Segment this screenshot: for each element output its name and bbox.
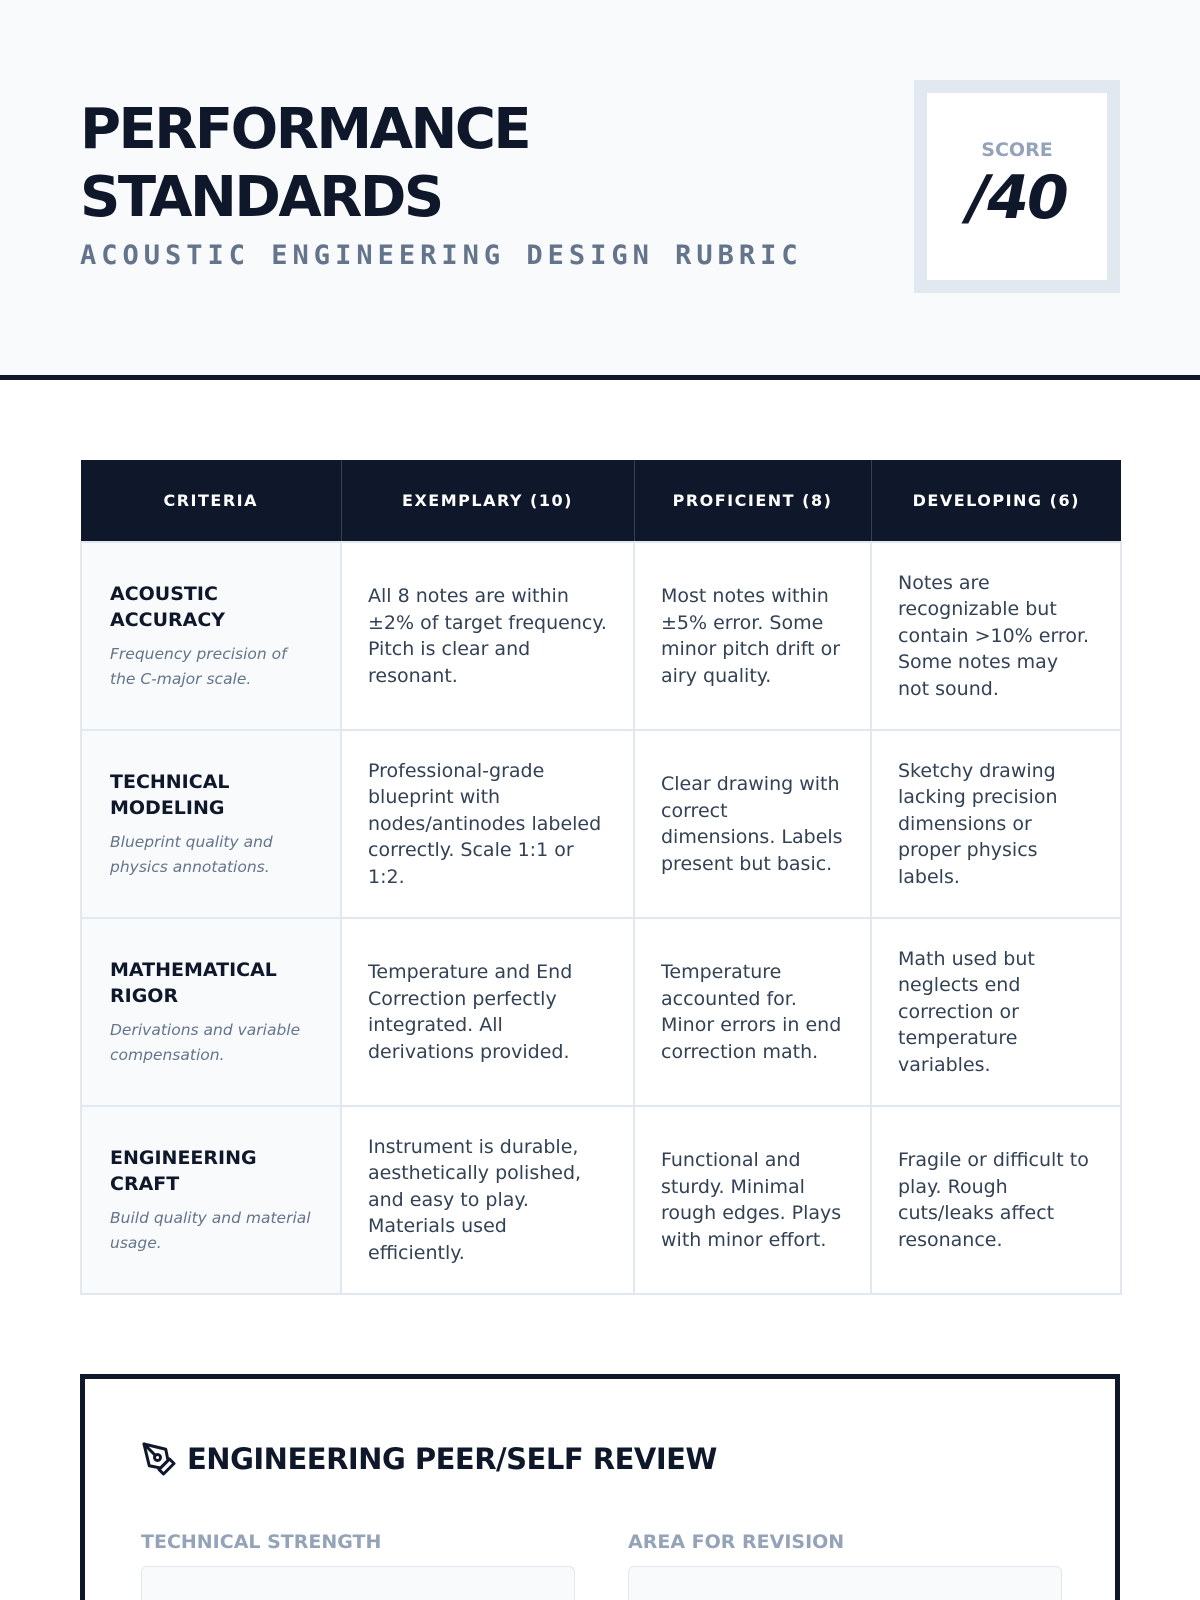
review-panel: [80, 1374, 1120, 1600]
criteria-description: Blueprint quality and physics annotations.: [110, 832, 273, 876]
developing-cell: Fragile or difficult to play. Rough cuts/leaks affect resonance.: [871, 1106, 1121, 1294]
review-title: ENGINEERING PEER/SELF REVIEW: [187, 1442, 717, 1476]
developing-cell: Sketchy drawing lacking precision dimensions or proper physics labels.: [871, 730, 1121, 918]
criteria-name: MATHEMATICAL RIGOR: [110, 958, 277, 1007]
rubric-table: [80, 460, 1122, 1295]
column-header-proficient: PROFICIENT (8): [634, 460, 871, 542]
page-subtitle: ACOUSTIC ENGINEERING DESIGN RUBRIC: [80, 240, 803, 271]
criteria-description: Build quality and material usage.: [110, 1208, 311, 1252]
column-header-exemplary: EXEMPLARY (10): [341, 460, 634, 542]
criteria-name: ACOUSTIC ACCURACY: [110, 582, 226, 631]
table-row: [81, 918, 1121, 1106]
criteria-cell: [81, 1106, 341, 1294]
score-box: [914, 80, 1120, 293]
table-row: [81, 542, 1121, 730]
technical-strength-input[interactable]: [141, 1566, 575, 1600]
pen-nib-icon: [141, 1441, 177, 1477]
page-header: [0, 0, 1200, 380]
criteria-description: Derivations and variable compensation.: [110, 1020, 301, 1064]
developing-cell: Notes are recognizable but contain >10% error. Some notes may not sound.: [871, 542, 1121, 730]
criteria-cell: [81, 918, 341, 1106]
rubric-header-row: [81, 460, 1121, 542]
review-heading: [141, 1441, 717, 1477]
exemplary-cell: Professional-grade blueprint with nodes/antinodes labeled correctly. Scale 1:1 or 1:2.: [341, 730, 634, 918]
page-title: [80, 96, 840, 232]
proficient-cell: Functional and sturdy. Minimal rough edges. Plays with minor effort.: [634, 1106, 871, 1294]
exemplary-cell: Temperature and End Correction perfectly integrated. All derivations provided.: [341, 918, 634, 1106]
title-line-2: STANDARDS: [80, 165, 442, 230]
area-for-revision-label: AREA FOR REVISION: [628, 1531, 845, 1553]
table-row: [81, 1106, 1121, 1294]
criteria-cell: [81, 542, 341, 730]
criteria-description: Frequency precision of the C-major scale.: [110, 644, 287, 688]
score-label: SCORE: [981, 139, 1053, 161]
technical-strength-label: TECHNICAL STRENGTH: [141, 1531, 382, 1553]
criteria-cell: [81, 730, 341, 918]
score-value: /40: [967, 163, 1067, 233]
column-header-developing: DEVELOPING (6): [871, 460, 1121, 542]
proficient-cell: Temperature accounted for. Minor errors in end correction math.: [634, 918, 871, 1106]
criteria-name: ENGINEERING CRAFT: [110, 1146, 257, 1195]
proficient-cell: Most notes within ±5% error. Some minor pitch drift or airy quality.: [634, 542, 871, 730]
developing-cell: Math used but neglects end correction or temperature variables.: [871, 918, 1121, 1106]
title-line-1: PERFORMANCE: [80, 97, 530, 162]
table-row: [81, 730, 1121, 918]
proficient-cell: Clear drawing with correct dimensions. Labels present but basic.: [634, 730, 871, 918]
area-for-revision-input[interactable]: [628, 1566, 1062, 1600]
exemplary-cell: Instrument is durable, aesthetically polished, and easy to play. Materials used efficiently.: [341, 1106, 634, 1294]
criteria-name: TECHNICAL MODELING: [110, 770, 230, 819]
exemplary-cell: All 8 notes are within ±2% of target frequency. Pitch is clear and resonant.: [341, 542, 634, 730]
column-header-criteria: CRITERIA: [81, 460, 341, 542]
